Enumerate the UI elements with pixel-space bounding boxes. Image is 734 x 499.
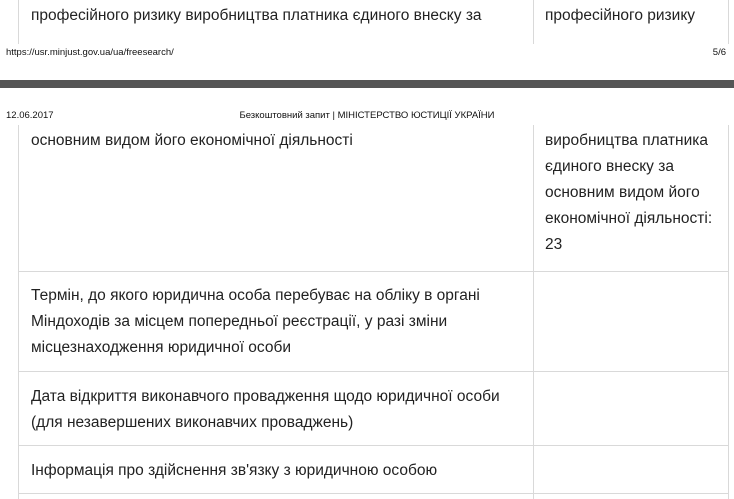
row-divider <box>19 445 728 446</box>
table-cell-value: 23 <box>545 236 563 253</box>
row-divider <box>19 371 728 372</box>
table-cell-label: Інформація про здійснення зв'язку з юридичною особою <box>31 462 438 479</box>
row-divider <box>19 271 728 272</box>
page-header-date: 12.06.2017 <box>6 110 54 121</box>
registry-table <box>18 125 729 499</box>
page-number: 5/6 <box>712 47 726 58</box>
page-break-bar <box>0 80 734 88</box>
table-cell-label: основним видом його економічної діяльності <box>31 132 353 149</box>
column-divider <box>533 0 534 44</box>
table-cell-value: професійного ризику <box>545 7 696 24</box>
table-cell-value: виробництва платника <box>545 132 708 149</box>
table-cell-label: Міндоходів за місцем попередньої реєстрації, у разі зміни <box>31 313 448 330</box>
table-cell-label: Термін, до якого юридична особа перебуває на обліку в органі <box>31 287 480 304</box>
table-cell-label: Дата відкриття виконавчого провадження щодо юридичної особи <box>31 388 500 405</box>
table-cell-value: єдиного внеску за <box>545 158 674 175</box>
table-cell-value: основним видом його <box>545 184 700 201</box>
previous-page-table-fragment <box>18 0 729 44</box>
table-cell-value: економічної діяльності: <box>545 210 713 227</box>
table-cell-label: місцезнаходження юридичної особи <box>31 339 292 356</box>
column-divider <box>533 125 534 499</box>
page-header-title: Безкоштовний запит | МІНІСТЕРСТВО ЮСТИЦІЇ УКРАЇНИ <box>239 110 495 121</box>
table-cell-label: (для незавершених виконавчих проваджень) <box>31 414 354 431</box>
row-divider <box>19 493 728 494</box>
table-cell-label: професійного ризику виробництва платника єдиного внеску за <box>31 7 482 24</box>
page-footer-url: https://usr.minjust.gov.ua/ua/freesearch/ <box>6 47 174 58</box>
